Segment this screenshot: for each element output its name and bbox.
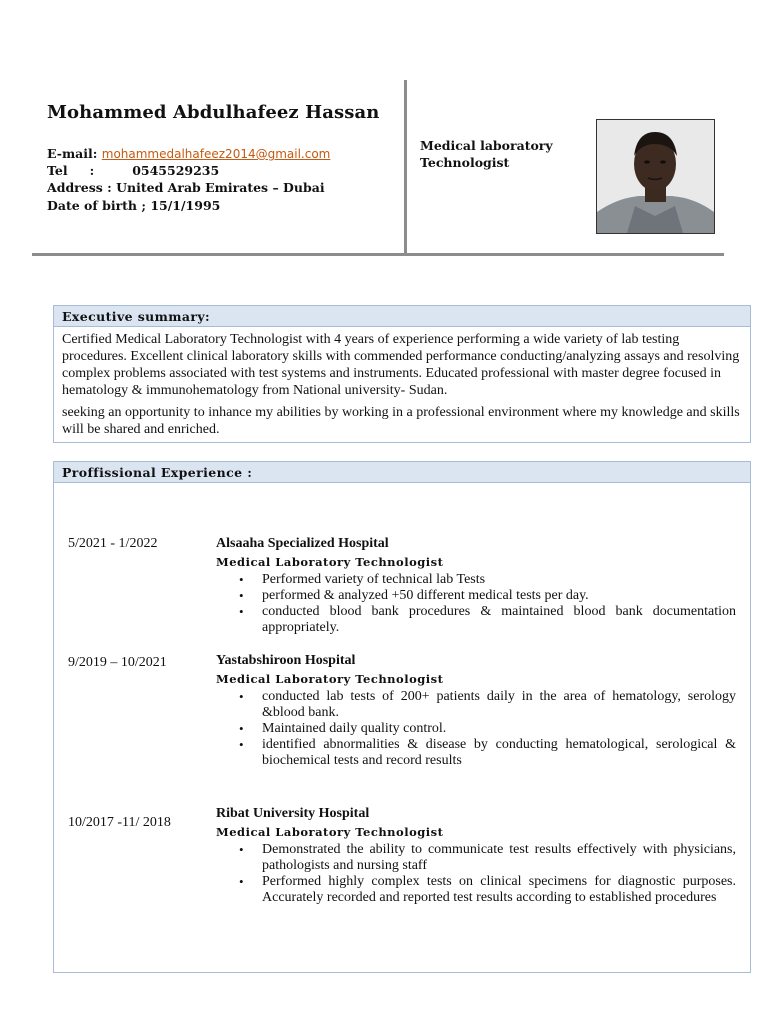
list-item: • Maintained daily quality control. [216,721,736,737]
dob-line: Date of birth ; 15/1/1995 [47,198,221,213]
profile-photo [596,119,715,234]
job-role: Medical Laboratory Technologist [216,672,444,686]
experience-heading: Proffissional Experience : [54,462,750,483]
job-bullet-list [216,842,736,906]
tel-line [47,163,219,178]
summary-paragraph: seeking an opportunity to inhance my abilities by working in a professional environment where my knowledge and skills will be shared and enriched. [62,405,740,437]
summary-paragraph: Certified Medical Laboratory Technologist with 4 years of experience performing a wide variety of lab testing procedures. Excellent clinical laboratory skills with commended performance conducting/analyzing assays and resolving complex problems associated with test systems and instruments. Educated professional with master degree focused in hematology & immunohematology from National university- Sudan. [62,332,740,398]
executive-summary-body [54,327,750,438]
address-line: Address : United Arab Emirates – Dubai [47,180,325,195]
tel-label: Tel [47,163,68,178]
job-bullet-list [216,689,736,769]
job-dates: 5/2021 - 1/2022 [68,536,158,551]
job-organization: Alsaaha Specialized Hospital [216,536,389,551]
list-item: • Performed variety of technical lab Tests [216,572,736,588]
job-dates: 9/2019 – 10/2021 [68,655,167,670]
tel-colon: : [89,163,95,178]
list-item: • conducted lab tests of 200+ patients daily in the area of hematology, serology &blood bank. [216,689,736,721]
job-organization: Ribat University Hospital [216,806,370,821]
portrait-image [597,120,714,233]
header-horizontal-divider [32,253,724,256]
tel-value: 0545529235 [132,163,220,178]
email-line [47,146,330,161]
list-item: • Performed highly complex tests on clinical specimens for diagnostic purposes. Accurately recorded and reported test results according to established procedures [216,874,736,906]
list-item: • performed & analyzed +50 different medical tests per day. [216,588,736,604]
job-title: Medical laboratory Technologist [420,138,553,170]
list-item: • Demonstrated the ability to communicate test results effectively with physicians, pathologists and nursing staff [216,842,736,874]
email-label: E-mail: [47,146,98,161]
job-role: Medical Laboratory Technologist [216,825,444,839]
job-dates: 10/2017 -11/ 2018 [68,815,171,830]
job-role: Medical Laboratory Technologist [216,555,444,569]
candidate-name: Mohammed Abdulhafeez Hassan [47,102,380,123]
executive-summary-section [53,305,751,443]
email-link[interactable]: mohammedalhafeez2014@gmail.com [101,147,331,161]
job-organization: Yastabshiroon Hospital [216,653,356,668]
list-item: • conducted blood bank procedures & maintained blood bank documentation appropriately. [216,604,736,636]
job-bullet-list [216,572,736,636]
list-item: • identified abnormalities & disease by conducting hematological, serological & biochemical tests and record results [216,737,736,769]
header-vertical-divider [404,80,407,254]
executive-summary-heading: Executive summary: [54,306,750,327]
